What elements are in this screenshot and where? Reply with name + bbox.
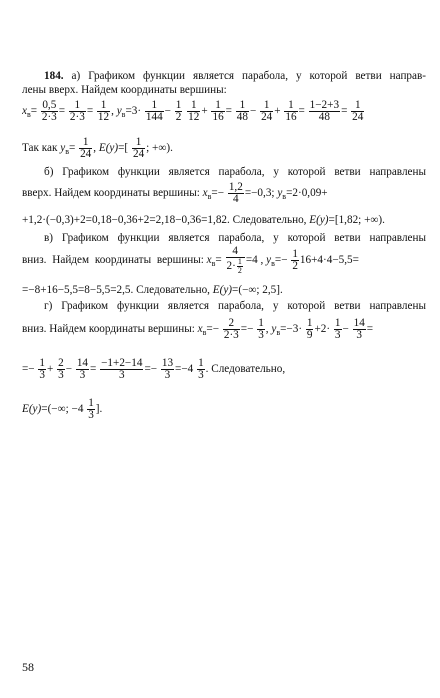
- fraction: $\frac{1}{24}$: [132, 135, 145, 160]
- fraction: $\frac{1}{2}$: [237, 256, 242, 275]
- fraction: $\frac{1}{16}$: [212, 98, 224, 123]
- fraction: $\frac{0,5}{2\cdot 3}$: [41, 98, 57, 123]
- part-g-line-1: г) Графиком функции является парабола, у которой ветви направлены: [44, 300, 426, 312]
- fraction: $\frac{2}{3}$: [58, 356, 64, 381]
- part-g-line-3: =− $\frac{1}{3}$ + $\frac{2}{3}$ − $\frac{14}{3}$ = $\frac{-1+2-14}{3}$ =− $\frac{13}{3}$ =−4 $\frac{1}{3}$ . Следовательно,: [22, 356, 286, 381]
- fraction: 4 2· $\frac{1}{2}$: [226, 246, 245, 275]
- fraction: $\frac{1}{12}$: [97, 98, 110, 123]
- fraction: $\frac{14}{3}$: [353, 316, 365, 341]
- fraction: $\frac{1}{3}$: [334, 316, 341, 341]
- fraction: $\frac{2}{2\cdot 3}$: [223, 316, 239, 341]
- page-number: 58: [22, 660, 34, 674]
- fraction: $\frac{13}{3}$: [161, 356, 174, 381]
- fraction: $\frac{1}{3}$: [258, 316, 264, 341]
- fraction: $\frac{1}{3}$: [39, 356, 46, 381]
- part-a-line-1: 184. а) Графиком функции является парабола, у которой ветви направ-: [44, 70, 426, 82]
- fraction: $\frac{1}{3}$: [88, 396, 94, 421]
- part-g-line-2: вниз. Найдем координаты вершины: $x_в=-$ $\frac{2}{2\cdot 3}$ =− $\frac{1}{3}$ , $y_в=-3\cdot$ $\frac{1}{9}$ +2· $\frac{1}{3}$ − $\frac{14}{3}$ =: [22, 316, 374, 341]
- part-a-line-2: лены вверх. Найдем координаты вершины:: [22, 84, 227, 96]
- fraction: $\frac{1}{24}$: [352, 98, 364, 123]
- part-v-line-1: в) Графиком функции является парабола, у которой ветви направлены: [44, 232, 426, 244]
- fraction: $\frac{1}{144}$: [145, 98, 163, 123]
- problem-number: 184.: [44, 70, 64, 82]
- part-b-line-1: б) Графиком функции является парабола, у которой ветви направлены: [44, 166, 426, 178]
- part-b-line-2: вверх. Найдем координаты вершины: $x_в=-$ $\frac{1,2}{4}$ =−0,3; $y_в=2\cdot 0,09+$: [22, 180, 328, 205]
- part-g-line-4: E(y)=(−∞; −4 $\frac{1}{3}$ ].: [22, 396, 103, 421]
- part-b-line-3: +1,2·(−0,3)+2=0,18−0,36+2=2,18−0,36=1,82. Следовательно, E(y)=[1,82; +∞).: [22, 214, 385, 226]
- fraction: $\frac{1}{3}$: [198, 356, 204, 381]
- fraction: $\frac{1}{48}$: [236, 98, 248, 123]
- fraction: $\frac{1}{24}$: [261, 98, 273, 123]
- fraction: $\frac{1}{16}$: [285, 98, 297, 123]
- fraction: $\frac{1}{9}$: [306, 316, 313, 341]
- fraction: $\frac{1}{24}$: [80, 135, 92, 160]
- fraction: $\frac{1}{2\cdot 3}$: [69, 98, 85, 123]
- fraction: $\frac{1,2}{4}$: [228, 180, 243, 205]
- fraction: $\frac{1}{2}$: [292, 247, 298, 272]
- fraction: $\frac{1}{12}$: [188, 98, 200, 123]
- fraction: $\frac{14}{3}$: [76, 356, 89, 381]
- part-v-line-2: вниз. Найдем координаты вершины: $x_в=$ 4 2· $\frac{1}{2}$ =4 , $y_в=-$ $\frac{1}{2}$ 16+4·4−5,5=: [22, 244, 359, 275]
- part-v-line-3: =−8+16−5,5=8−5,5=2,5. Следовательно, E(y)=(−∞; 2,5].: [22, 284, 283, 296]
- fraction: $\frac{1}{2}$: [175, 98, 182, 123]
- fraction: $\frac{-1+2-14}{3}$: [101, 356, 143, 381]
- part-a-formula-line: $x_в=$ $\frac{0,5}{2\cdot 3}$ = $\frac{1}{2\cdot 3}$ = $\frac{1}{12}$ , $y_в=3\cdot$ $\frac{1}{144}$ − $\frac{1}{2}$ $\frac{1}{12}$ + $\frac{1}{16}$ = $\frac{1}{48}$ − $\frac{1}{24}$ + $\frac{1}{16}$ = $\frac{1-2+3}{48}$ = $\frac{1}{24}$: [22, 98, 364, 123]
- fraction: $\frac{1-2+3}{48}$: [309, 98, 340, 123]
- part-a-line-4: Так как $y_в=$ $\frac{1}{24}$ , E(y)=[ $\frac{1}{24}$ ; +∞).: [22, 135, 173, 160]
